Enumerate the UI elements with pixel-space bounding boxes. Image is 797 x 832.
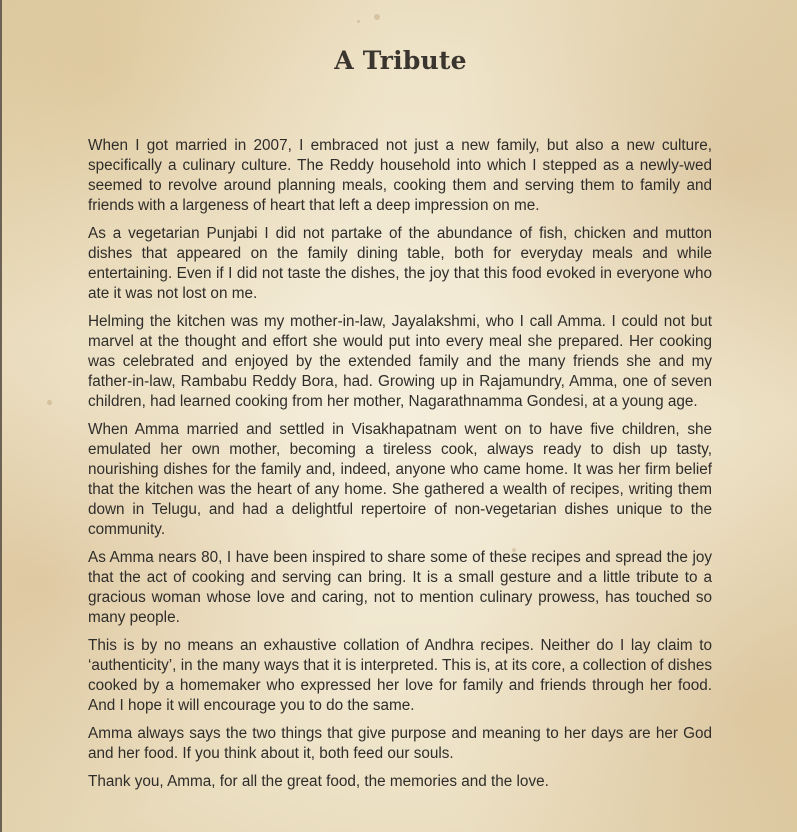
paragraph: When I got married in 2007, I embraced not just a new family, but also a new culture, specifically a culinary culture. The Reddy household into which I stepped as a newly-wed seemed to revolve around planning meals, cooking them and serving them to family and friends with a largeness of heart that left a deep impression on me. <box>88 137 712 214</box>
paragraph: Amma always says the two things that give purpose and meaning to her days are her God and her food. If you think about it, both feed our souls. <box>88 725 712 762</box>
paragraph: When Amma married and settled in Visakhapatnam went on to have five children, she emulated her own mother, becoming a tireless cook, always ready to dish up tasty, nourishing dishes for the family and, indeed, anyone who came home. It was her firm belief that the kitchen was the heart of any home. She gathered a wealth of recipes, writing them down in Telugu, and had a delightful repertoire of non-vegetarian dishes unique to the community. <box>88 421 712 538</box>
tribute-body <box>88 136 712 800</box>
paper-speck <box>47 400 52 405</box>
page-title: A Tribute <box>334 46 467 75</box>
paragraph: As Amma nears 80, I have been inspired to share some of these recipes and spread the joy that the act of cooking and serving can bring. It is a small gesture and a little tribute to a gracious woman whose love and caring, not to mention culinary prowess, has touched so many people. <box>88 549 712 626</box>
paper-speck <box>374 14 380 20</box>
paragraph: This is by no means an exhaustive collation of Andhra recipes. Neither do I lay claim to ‘authenticity’, in the many ways that it is interpreted. This is, at its core, a collection of dishes cooked by a homemaker who expressed her love for family and friends through her food. And I hope it will encourage you to do the same. <box>88 637 712 714</box>
paragraph: Helming the kitchen was my mother-in-law, Jayalakshmi, who I call Amma. I could not but marvel at the thought and effort she would put into every meal she prepared. Her cooking was celebrated and enjoyed by the extended family and the many friends she and my father-in-law, Rambabu Reddy Bora, had. Growing up in Rajamundry, Amma, one of seven children, had learned cooking from her mother, Nagarathnamma Gondesi, at a young age. <box>88 313 712 410</box>
paragraph: Thank you, Amma, for all the great food, the memories and the love. <box>88 773 549 790</box>
paper-speck <box>357 20 360 23</box>
paragraph: As a vegetarian Punjabi I did not partake of the abundance of fish, chicken and mutton dishes that appeared on the family dining table, both for everyday meals and while entertaining. Even if I did not taste the dishes, the joy that this food evoked in everyone who ate it was not lost on me. <box>88 225 712 302</box>
